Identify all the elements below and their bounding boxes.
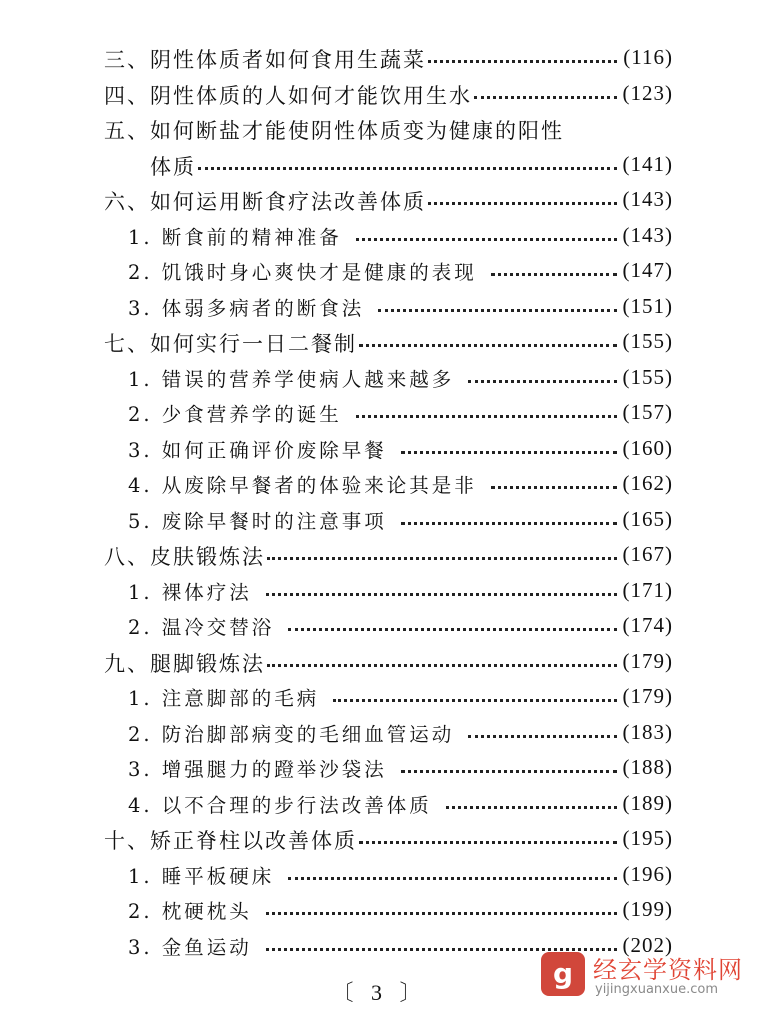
dot-leader (401, 451, 617, 454)
toc-entry-title: 体质 (150, 154, 196, 179)
toc-entry (0, 504, 759, 540)
dot-leader (333, 699, 616, 702)
toc-entry-page: (123) (622, 80, 673, 105)
watermark-url: yijingxuanxue.com (595, 982, 718, 997)
toc-entry-title: 3. 增强腿力的蹬举沙袋法 (128, 758, 387, 781)
toc-entry (0, 646, 759, 682)
watermark-title: 经玄学资料网 (593, 956, 743, 984)
toc-entry-page: (196) (622, 861, 673, 886)
dot-leader (474, 96, 617, 99)
toc-entry-page: (143) (622, 187, 673, 211)
toc-entry-page: (188) (622, 755, 673, 779)
dot-leader (267, 664, 617, 667)
toc-entry-page: (151) (622, 293, 673, 318)
dot-leader (356, 238, 617, 241)
dot-leader (288, 628, 616, 631)
toc-entry-title: 1. 裸体疗法 (128, 580, 252, 604)
dot-leader (401, 770, 617, 773)
toc-entry-title: 1. 断食前的精神准备 (128, 225, 342, 249)
toc-entry-title: 3. 金鱼运动 (128, 935, 252, 959)
toc-entry-title: 3. 如何正确评价废除早餐 (128, 438, 387, 462)
toc-entry-title: 1. 错误的营养学使病人越来越多 (128, 367, 455, 391)
dot-leader (359, 344, 617, 347)
toc-entry (0, 539, 759, 575)
toc-entry (0, 362, 759, 398)
toc-entry-title: 五、如何断盐才能使阴性体质变为健康的阳性 (104, 119, 564, 143)
toc-entry (0, 468, 759, 504)
toc-entry-title: 十、矫正脊柱以改善体质 (104, 829, 357, 853)
toc-entry (0, 610, 759, 646)
toc-entry-page: (167) (622, 542, 673, 566)
toc-entry-title: 1. 注意脚部的毛病 (128, 687, 320, 710)
toc-entry (0, 397, 759, 433)
watermark (535, 948, 745, 1004)
dot-leader (266, 912, 617, 915)
toc-entry-title: 六、如何运用断食疗法改善体质 (104, 190, 426, 214)
dot-leader (359, 841, 617, 844)
toc-entry-page: (183) (622, 719, 673, 744)
toc-entry-title: 2. 少食营养学的诞生 (128, 403, 342, 426)
dot-leader (428, 202, 617, 205)
toc-entry-page: (160) (622, 435, 673, 460)
toc-entry-title: 七、如何实行一日二餐制 (104, 332, 357, 356)
toc-entry-title: 2. 温冷交替浴 (128, 616, 275, 639)
toc-entry-page: (155) (622, 364, 673, 389)
dot-leader (468, 380, 616, 383)
toc-entry-page: (179) (622, 648, 673, 673)
toc-entry (0, 184, 759, 220)
dot-leader (468, 735, 616, 738)
dot-leader (267, 557, 617, 560)
toc-entry-page: (155) (622, 329, 673, 353)
toc-entry-title: 2. 饥饿时身心爽快才是健康的表现 (128, 261, 477, 284)
toc-entry (0, 220, 759, 256)
toc-entry-page: (162) (622, 471, 673, 495)
toc-entry (0, 823, 759, 859)
toc-entry (0, 78, 759, 114)
dot-leader (401, 522, 617, 525)
dot-leader (288, 877, 616, 880)
dot-leader (356, 415, 617, 418)
toc-entry-page: (116) (623, 45, 673, 69)
toc-entry-page: (202) (622, 932, 673, 957)
toc-entry-title: 八、皮肤锻炼法 (104, 545, 265, 569)
toc-entry-title: 2. 防治脚部病变的毛细血管运动 (128, 722, 455, 746)
toc-entry-title: 4. 从废除早餐者的体验来论其是非 (128, 474, 477, 497)
toc-entry (0, 42, 759, 78)
toc-entry (0, 788, 759, 824)
toc-entry-page: (165) (622, 506, 673, 531)
toc-entry-page: (157) (622, 400, 673, 424)
toc-entry-page: (179) (622, 684, 673, 708)
dot-leader (378, 309, 616, 312)
toc-entry-title: 1. 睡平板硬床 (128, 864, 275, 888)
toc-entry-page: (195) (622, 826, 673, 850)
toc-entry-title: 5. 废除早餐时的注意事项 (128, 509, 387, 533)
watermark-logo-icon: g (541, 952, 585, 996)
toc-entry-title: 九、腿脚锻炼法 (104, 651, 265, 676)
toc-entry (0, 717, 759, 753)
toc-entry-page: (143) (622, 222, 673, 247)
dot-leader (446, 806, 617, 809)
dot-leader (428, 60, 617, 63)
toc-entry (0, 859, 759, 895)
toc-entry (0, 894, 759, 930)
page-number: 〔 3 〕 (331, 980, 428, 1005)
toc-entry (0, 575, 759, 611)
dot-leader (491, 273, 617, 276)
table-of-contents (0, 42, 759, 965)
toc-entry-title: 2. 枕硬枕头 (128, 900, 252, 923)
toc-entry (0, 113, 759, 149)
toc-entry (0, 326, 759, 362)
toc-entry (0, 681, 759, 717)
toc-entry (0, 752, 759, 788)
toc-entry (0, 291, 759, 327)
toc-entry (0, 433, 759, 469)
toc-entry-page: (171) (622, 577, 673, 602)
toc-entry-page: (174) (622, 613, 673, 637)
toc-entry-title: 3. 体弱多病者的断食法 (128, 296, 365, 320)
dot-leader (198, 167, 617, 170)
toc-entry-title: 三、阴性体质者如何食用生蔬菜 (104, 48, 426, 72)
toc-entry (0, 149, 759, 185)
toc-entry-page: (147) (622, 258, 673, 282)
toc-entry-page: (141) (622, 151, 673, 176)
dot-leader (491, 486, 617, 489)
toc-entry-page: (199) (622, 897, 673, 921)
toc-entry-title: 4. 以不合理的步行法改善体质 (128, 793, 432, 817)
toc-entry (0, 255, 759, 291)
toc-entry-title: 四、阴性体质的人如何才能饮用生水 (104, 83, 472, 108)
toc-entry-page: (189) (622, 790, 673, 815)
dot-leader (266, 593, 617, 596)
